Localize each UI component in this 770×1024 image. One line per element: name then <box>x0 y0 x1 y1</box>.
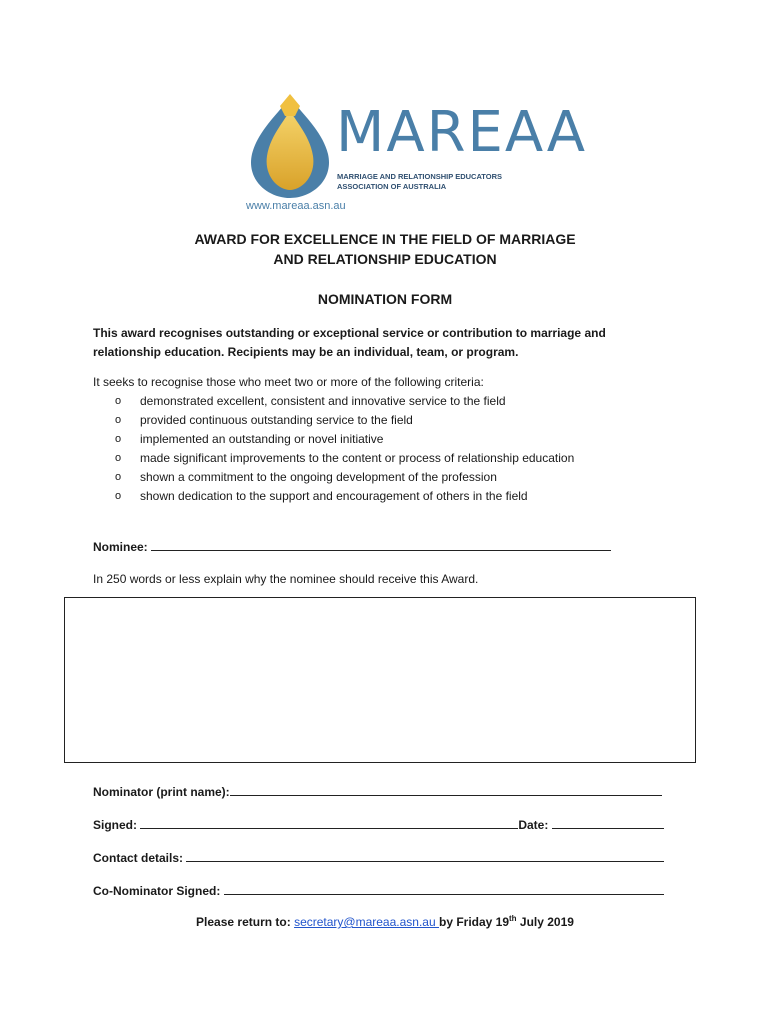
bullet-icon: o <box>115 490 122 502</box>
explain-instruction: In 250 words or less explain why the nominee should receive this Award. <box>93 572 479 586</box>
nominator-field: Nominator (print name): <box>93 782 662 802</box>
list-item: o demonstrated excellent, consistent and innovative service to the field <box>93 392 574 411</box>
list-item: o provided continuous outstanding service to the field <box>93 411 574 430</box>
contact-field: Contact details: <box>93 848 664 868</box>
email-link[interactable]: secretary@mareaa.asn.au <box>294 915 439 929</box>
co-nominator-input[interactable] <box>224 881 664 895</box>
nominator-input[interactable] <box>230 782 662 796</box>
return-instruction: Please return to: secretary@mareaa.asn.au by Friday 19th July 2019 <box>196 914 574 929</box>
form-title: NOMINATION FORM <box>317 291 453 307</box>
date-input[interactable] <box>552 815 664 829</box>
award-title: AWARD FOR EXCELLENCE IN THE FIELD OF MARRIAGE AND RELATIONSHIP EDUCATION <box>194 231 576 267</box>
signed-field: Signed: Date: <box>93 815 664 835</box>
bullet-icon: o <box>115 414 122 426</box>
list-item: o implemented an outstanding or novel initiative <box>93 430 574 449</box>
contact-input[interactable] <box>186 848 664 862</box>
drop-logo-icon <box>240 92 340 202</box>
criteria-lead: It seeks to recognise those who meet two or more of the following criteria: <box>93 375 484 389</box>
list-item: o made significant improvements to the content or process of relationship education <box>93 449 574 468</box>
nominee-field: Nominee: <box>93 537 611 557</box>
bullet-icon: o <box>115 395 122 407</box>
explanation-textarea[interactable] <box>64 597 696 763</box>
date-label: Date: <box>518 818 549 832</box>
brand-subtitle: MARRIAGE AND RELATIONSHIP EDUCATORS ASSOCIATION OF AUSTRALIA <box>337 172 503 191</box>
intro-paragraph: This award recognises outstanding or exceptional service or contribution to marriage and relationship education. Recipients may be an individual, team, or program. <box>93 326 606 359</box>
signed-input[interactable] <box>140 815 518 829</box>
brand-name: MAREAA <box>336 100 588 165</box>
bullet-icon: o <box>115 433 122 445</box>
bullet-icon: o <box>115 471 122 483</box>
list-item: o shown a commitment to the ongoing development of the profession <box>93 468 574 487</box>
criteria-list <box>93 392 574 506</box>
list-item: o shown dedication to the support and encouragement of others in the field <box>93 487 574 506</box>
nominee-input[interactable] <box>151 537 611 551</box>
logo-url: www.mareaa.asn.au <box>246 200 346 212</box>
bullet-icon: o <box>115 452 122 464</box>
mareaa-logo <box>240 92 588 218</box>
co-nominator-field: Co-Nominator Signed: <box>93 881 664 901</box>
